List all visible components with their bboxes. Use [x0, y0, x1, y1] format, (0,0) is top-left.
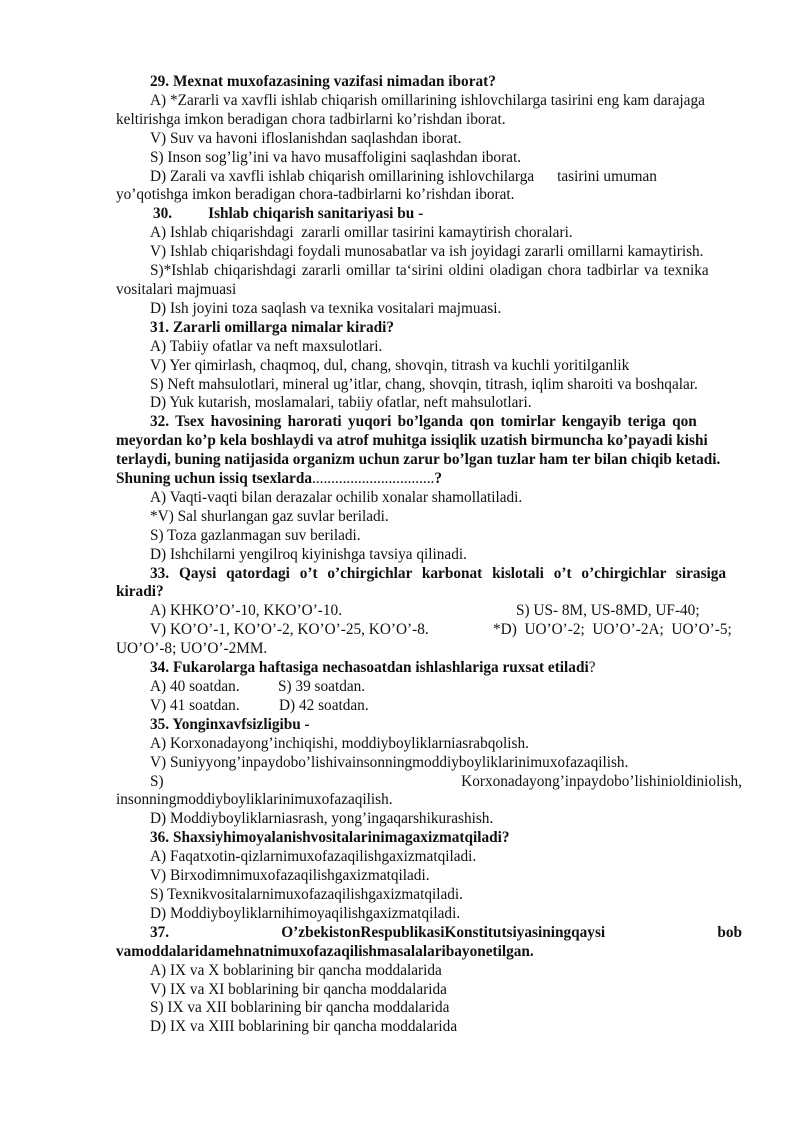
question-32-dots: ................................	[311, 470, 435, 488]
question-29-title: 29. Mexnat muxofazasining vazifasi nimadan iborat?	[150, 73, 496, 90]
question-30-text: Ishlab chiqarish sanitariyasi bu -	[208, 205, 424, 223]
q32-option-s: S) Toza gazlanmagan suv beriladi.	[150, 526, 361, 544]
q34-option-v: V) 41 soatdan.	[150, 696, 240, 714]
question-32-line4-text: Shuning uchun issiq tsexlarda	[116, 470, 312, 488]
q29-option-v: V) Suv va havoni ifloslanishdan saqlashdan iborat.	[150, 129, 462, 147]
question-37-number: 37.	[150, 923, 170, 941]
q33-options-row2	[116, 621, 742, 640]
q35-option-s	[116, 773, 742, 792]
q35-option-d: D) Moddiyboyliklarniasrash, yong’ingaqarshikurashish.	[150, 810, 494, 828]
q30-option-d: D) Ish joyini toza saqlash va texnika vositalari majmuasi.	[150, 299, 502, 317]
q36-option-s: S) Texnikvositalarnimuxofazaqilishgaxizmatqiladi.	[150, 885, 464, 903]
q29-option-s: S) Inson sog’lig’ini va havo musaffoligini saqlashdan iborat.	[150, 148, 522, 166]
question-37-line2: vamoddalaridamehnatnimuxofazaqilishmasalalaribayonetilgan.	[116, 942, 534, 960]
q29-option-a-cont: keltirishga imkon beradigan chora tadbirlarni ko’rishdan iborat.	[116, 110, 506, 128]
q33-options-row1	[116, 602, 742, 621]
q30-option-s	[116, 262, 742, 281]
q30-option-s-cont: vositalari majmuasi	[116, 280, 237, 298]
question-30-number: 30.	[153, 205, 173, 223]
q30-option-a: A) Ishlab chiqarishdagi zararli omillar tasirini kamaytirish choralari.	[150, 224, 573, 242]
q32-option-d: D) Ishchilarni yengilroq kiyinishga tavsiya qilinadi.	[150, 545, 467, 563]
q30-option-s-text: S)*Ishlab chiqarishdagi zararli omillar ta‘sirini oldini oladigan chora tadbirlar va texnika	[150, 262, 709, 280]
question-34-qmark: ?	[588, 659, 596, 677]
q30-option-v: V) Ishlab chiqarishdagi foydali munosabatlar va ish joyidagi zararli omillarni kamaytirish.	[150, 243, 704, 261]
q31-option-a: A) Tabiiy ofatlar va neft maxsulotlari.	[150, 337, 383, 355]
q37-option-a: A) IX va X boblarining bir qancha moddalarida	[150, 961, 442, 979]
question-36-title: 36. Shaxsiyhimoyalanishvositalarinimagaxizmatqiladi?	[150, 829, 510, 847]
q37-option-v: V) IX va XI boblarining bir qancha moddalarida	[150, 980, 447, 998]
q29-option-d: D) Zarali va xavfli ishlab chiqarish omillarining ishlovchilarga tasirini umuman	[150, 167, 657, 185]
question-37-last-word: bob	[717, 923, 742, 941]
q31-option-d: D) Yuk kutarish, moslamalari, tabiiy ofatlar, neft mahsulotlari.	[150, 394, 532, 412]
question-37-text: O’zbekistonRespublikasiKonstitutsiyasiningqaysi	[281, 923, 606, 941]
q33-option-d: *D) UO’O’-2; UO’O’-2A; UO’O’-5;	[493, 621, 732, 639]
q34-option-a: A) 40 soatdan.	[150, 678, 240, 695]
q33-option-v: V) KO’O’-1, KO’O’-2, KO’O’-25, KO’O’-8.	[150, 621, 429, 639]
question-33-line1: 33. Qaysi qatordagi o’t o’chirgichlar karbonat kislotali o’t o’chirgichlar sirasiga	[150, 564, 727, 582]
q33-option-s: S) US- 8M, US-8MD, UF-40;	[516, 602, 700, 620]
question-32-line2: meyordan ko’p kela boshlaydi va atrof muhitga issiqlik uzatish birmuncha ko’payadi kishi	[116, 432, 708, 450]
q33-option-d-cont: UO’O’-8; UO’O’-2MM.	[116, 640, 268, 658]
q32-option-a: A) Vaqti-vaqti bilan derazalar ochilib xonalar shamollatiladi.	[150, 488, 523, 506]
question-32-qmark: ?	[434, 470, 443, 488]
question-31-title: 31. Zararli omillarga nimalar kiradi?	[150, 318, 395, 336]
q35-option-s-label: S)	[150, 772, 164, 790]
q36-option-a: A) Faqatxotin-qizlarnimuxofazaqilishgaxizmatqiladi.	[150, 848, 477, 866]
q29-option-a: A) *Zararli va xavfli ishlab chiqarish omillarining ishlovchilarga tasirini eng kam darajaga	[150, 91, 705, 109]
q34-options-row1	[116, 678, 742, 697]
q31-option-v: V) Yer qimirlash, chaqmoq, dul, chang, shovqin, titrash va kuchli yoritilganlik	[150, 356, 630, 374]
question-32-line1: 32. Tsex havosining harorati yuqori bo’lganda qon tomirlar kengayib teriga qon	[150, 413, 697, 431]
q35-option-s-text: Korxonadayong’inpaydobo’lishinioldiniolish,	[461, 772, 742, 790]
q34-option-s: S) 39 soatdan.	[278, 678, 366, 695]
q33-option-a: A) KHKO’O’-10, KKO’O’-10.	[150, 602, 343, 620]
q34-options-row2	[116, 697, 742, 716]
q32-option-v: *V) Sal shurlangan gaz suvlar beriladi.	[150, 507, 389, 525]
q37-option-d: D) IX va XIII boblarining bir qancha moddalarida	[150, 1018, 458, 1036]
q34-option-d: D) 42 soatdan.	[279, 696, 369, 714]
question-35-title: 35. Yonginxavfsizligibu -	[150, 715, 310, 733]
q36-option-v: V) Birxodimnimuxofazaqilishgaxizmatqiladi.	[150, 867, 430, 885]
question-37-line1	[116, 924, 742, 943]
q35-option-s-cont: insonningmoddiyboyliklarinimuxofazaqilish.	[116, 791, 393, 809]
q35-option-v: V) Suniyyong’inpaydobo’lishivainsonningmoddiyboyliklarinimuxofazaqilish.	[150, 753, 629, 771]
q31-option-s: S) Neft mahsulotlari, mineral ug’itlar, chang, shovqin, titrash, iqlim sharoiti va boshqalar.	[150, 375, 698, 393]
question-34-text: 34. Fukarolarga haftasiga nechasoatdan ishlashlariga ruxsat etiladi	[150, 659, 589, 677]
question-32-line3: terlaydi, buning natijasida organizm uchun zarur bo’lgan tuzlar ham ter bilan chiqib ketadi.	[116, 451, 721, 469]
question-34-title	[116, 659, 742, 678]
q37-option-s: S) IX va XII boblarining bir qancha moddalarida	[150, 999, 450, 1017]
q29-option-d-cont: yo’qotishga imkon beradigan chora-tadbirlarni ko’rishdan iborat.	[116, 186, 515, 204]
question-32-line4	[116, 470, 742, 489]
q35-option-a: A) Korxonadayong’inchiqishi, moddiyboyliklarniasrabqolish.	[150, 734, 529, 752]
question-33-line2: kiradi?	[116, 583, 164, 601]
q36-option-d: D) Moddiyboyliklarnihimoyaqilishgaxizmatqiladi.	[150, 904, 461, 922]
question-30-title	[116, 205, 742, 224]
